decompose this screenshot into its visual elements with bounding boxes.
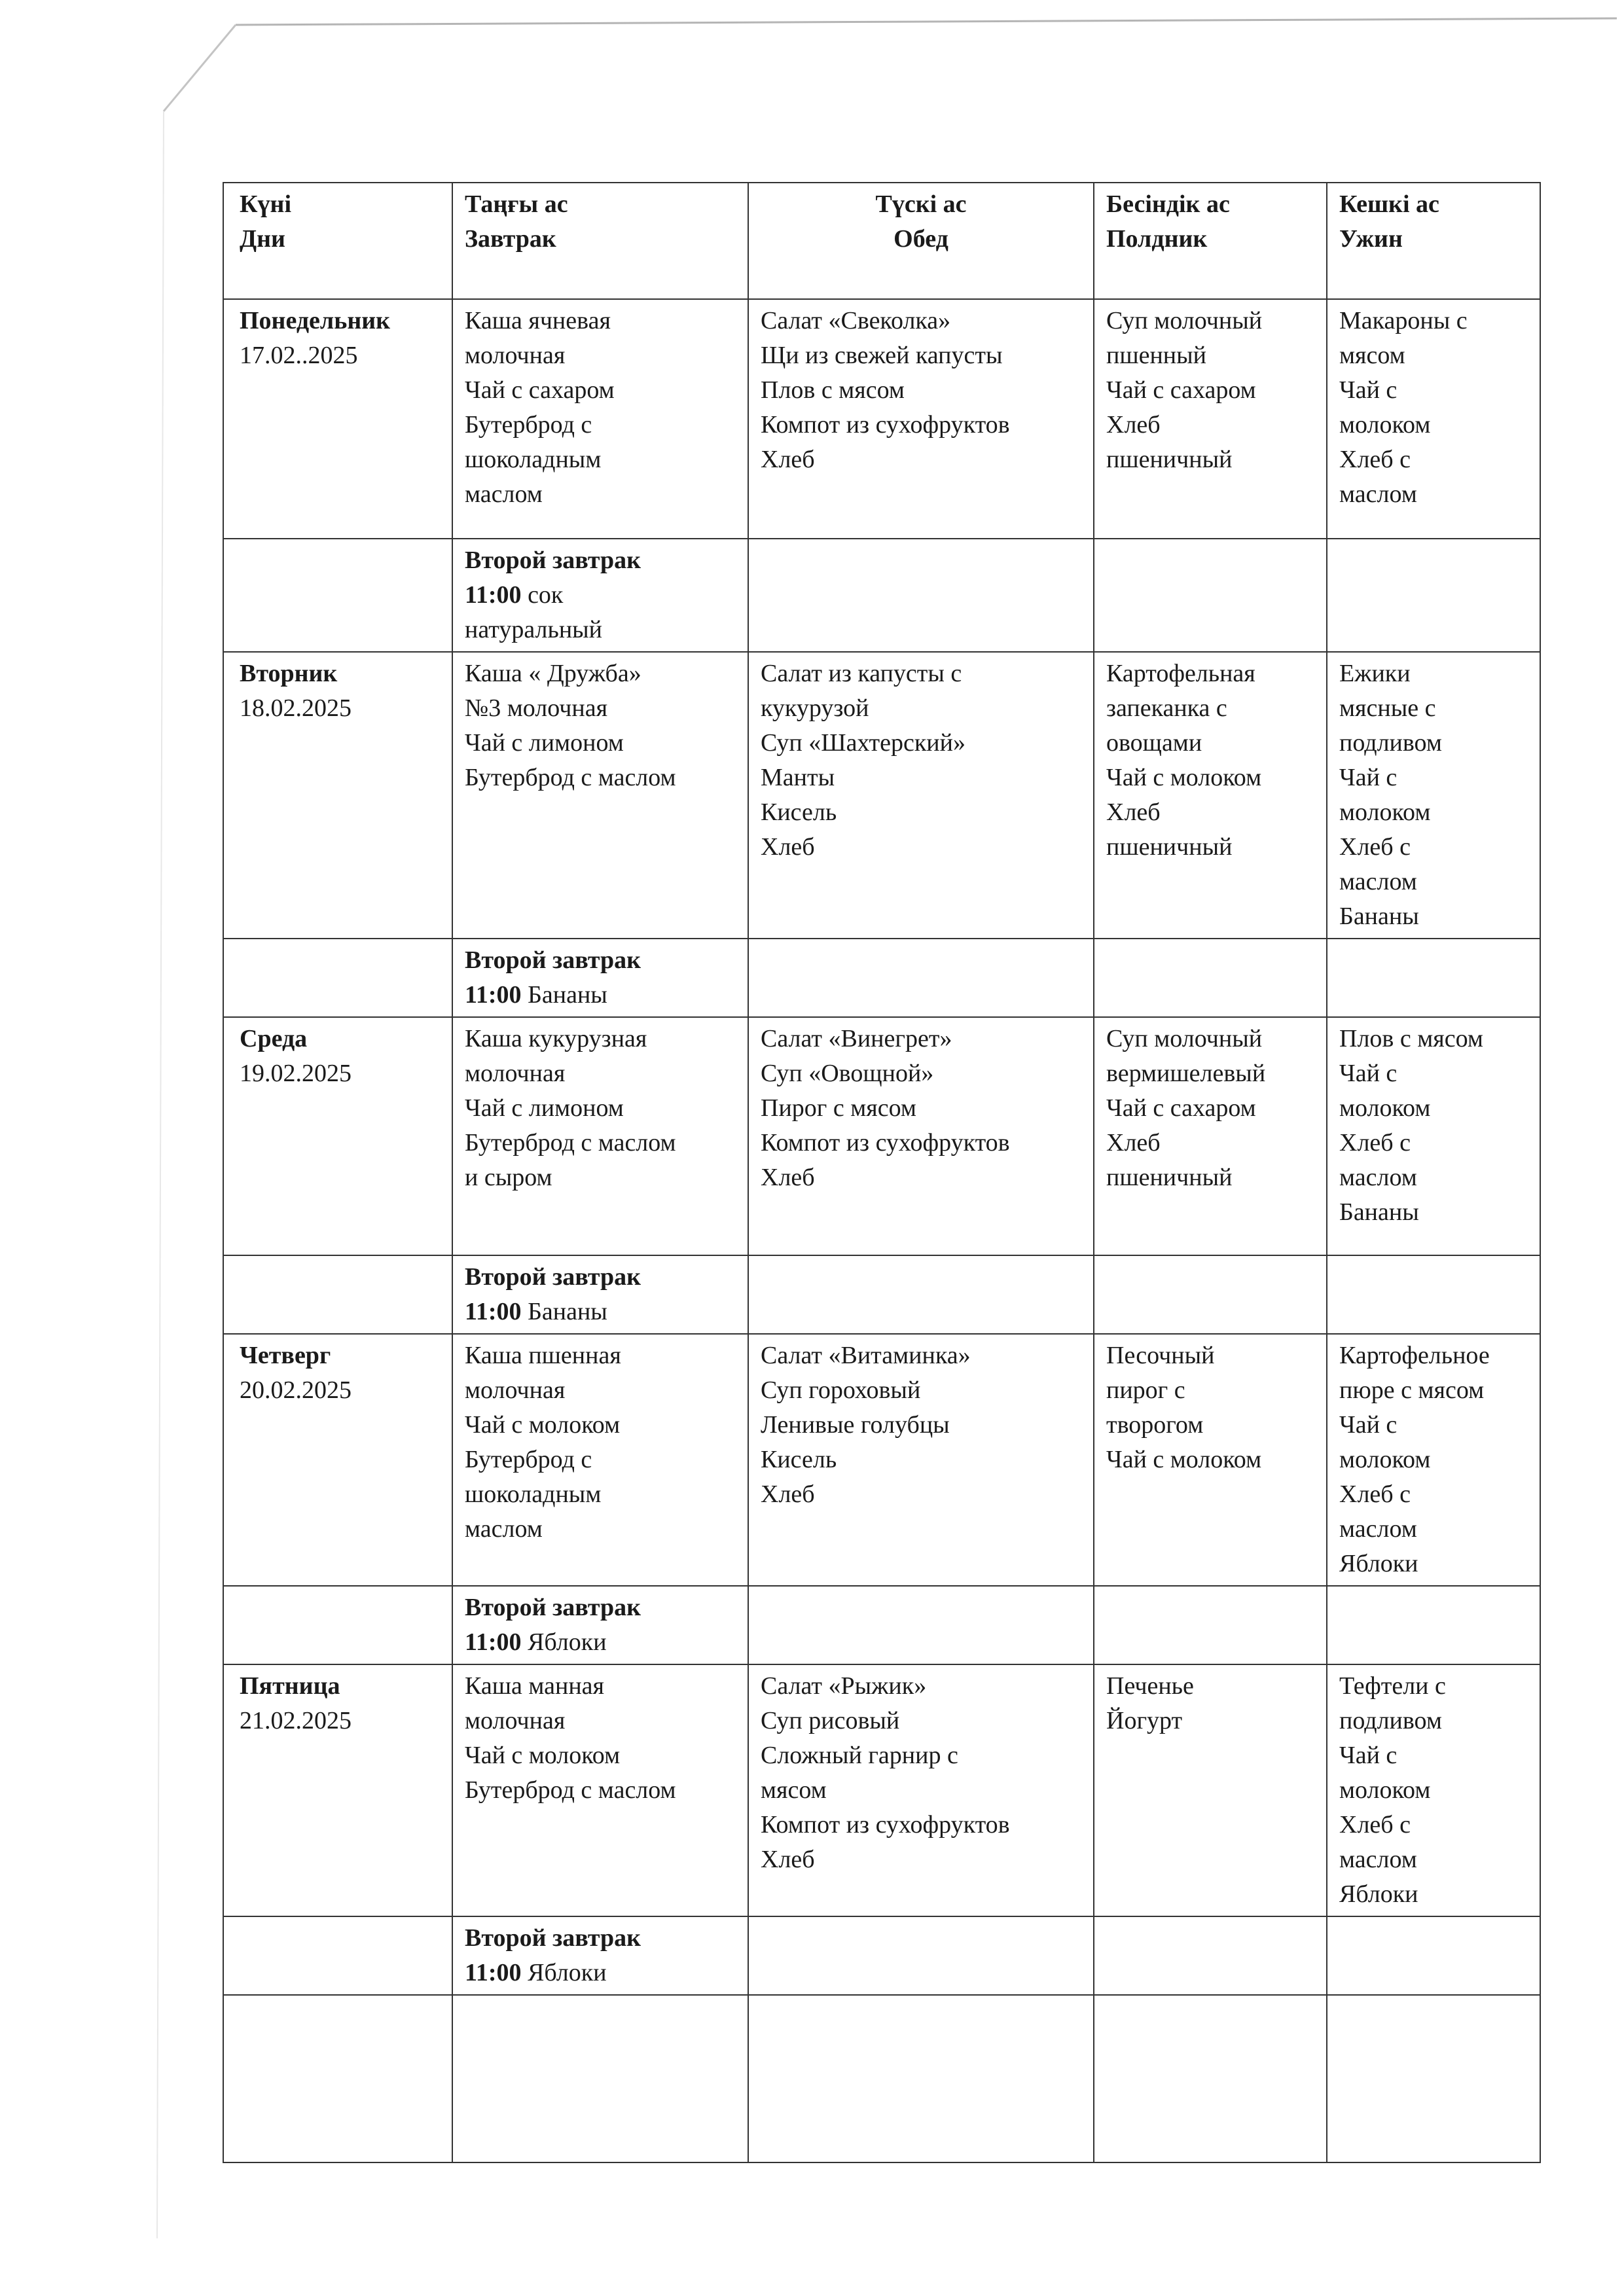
snack-cell: [1094, 299, 1327, 539]
second-breakfast-time: 11:00: [465, 1628, 522, 1656]
lunch-cell: [748, 1664, 1094, 1916]
second-breakfast-label: Второй завтрак: [465, 946, 641, 974]
second-breakfast-empty-cell: [1327, 1916, 1540, 1995]
second-breakfast-item: натуральный: [465, 616, 603, 643]
second-breakfast-label: Второй завтрак: [465, 1263, 641, 1291]
empty-day-cell: [223, 1995, 452, 2162]
day-name: Четверг: [240, 1342, 331, 1369]
dinner-line: Чай с: [1339, 1742, 1398, 1769]
second-breakfast-cell: [452, 1586, 748, 1664]
empty-row: [223, 1995, 1540, 2162]
second-breakfast-line: [465, 1625, 736, 1660]
breakfast-line: молочная: [465, 342, 566, 369]
dinner-line: Бананы: [1339, 1198, 1419, 1226]
lunch-line: кукурузой: [761, 694, 869, 722]
lunch-line: Манты: [761, 764, 835, 791]
dinner-line: Яблоки: [1339, 1550, 1418, 1577]
day-row: [223, 1334, 1540, 1586]
header-dinner-ru: Ужин: [1339, 225, 1403, 253]
dinner-line: Картофельное: [1339, 1342, 1490, 1369]
lunch-line: Суп рисовый: [761, 1707, 900, 1734]
second-breakfast-line: [465, 578, 736, 613]
empty-breakfast-cell: [452, 1995, 748, 2162]
second-breakfast-empty-cell: [1094, 1255, 1327, 1334]
dinner-line: Чай с: [1339, 376, 1398, 404]
day-date: 21.02.2025: [240, 1707, 352, 1734]
breakfast-line: Бутерброд с: [465, 411, 592, 439]
dinner-cell: [1327, 1017, 1540, 1255]
breakfast-line: Бутерброд с маслом: [465, 764, 676, 791]
dinner-line: мясные с: [1339, 694, 1436, 722]
snack-line: Чай с сахаром: [1106, 376, 1256, 404]
lunch-line: Кисель: [761, 1446, 837, 1473]
day-row: [223, 652, 1540, 939]
day-row: [223, 1664, 1540, 1916]
snack-line: Хлеб: [1106, 411, 1161, 439]
second-breakfast-empty-cell: [748, 1586, 1094, 1664]
day-cell: [223, 1334, 452, 1586]
second-breakfast-cell: [452, 1916, 748, 1995]
header-row: [223, 183, 1540, 299]
dinner-line: Ежики: [1339, 660, 1411, 687]
second-breakfast-cell: [452, 539, 748, 652]
breakfast-line: Чай с лимоном: [465, 729, 624, 757]
second-breakfast-row: [223, 1586, 1540, 1664]
second-breakfast-row: [223, 539, 1540, 652]
lunch-line: Хлеб: [761, 1164, 815, 1191]
lunch-line: Щи из свежей капусты: [761, 342, 1003, 369]
snack-cell: [1094, 1334, 1327, 1586]
dinner-line: Бананы: [1339, 903, 1419, 930]
snack-line: пшеничный: [1106, 1164, 1233, 1191]
snack-line: Чай с молоком: [1106, 1446, 1262, 1473]
dinner-line: мясом: [1339, 342, 1405, 369]
lunch-cell: [748, 1334, 1094, 1586]
breakfast-line: шоколадным: [465, 1480, 602, 1508]
breakfast-line: Чай с молоком: [465, 1411, 621, 1439]
breakfast-cell: [452, 1664, 748, 1916]
second-breakfast-empty-cell: [1094, 939, 1327, 1017]
lunch-line: Пирог с мясом: [761, 1094, 916, 1122]
second-breakfast-day-cell: [223, 539, 452, 652]
dinner-cell: [1327, 1664, 1540, 1916]
second-breakfast-item: Яблоки: [528, 1959, 607, 1986]
breakfast-line: молочная: [465, 1707, 566, 1734]
dinner-line: молоком: [1339, 1446, 1431, 1473]
day-cell: [223, 1017, 452, 1255]
snack-line: запеканка с: [1106, 694, 1227, 722]
snack-cell: [1094, 652, 1327, 939]
dinner-line: подливом: [1339, 729, 1442, 757]
snack-line: пшенный: [1106, 342, 1207, 369]
dinner-line: Хлеб с: [1339, 1129, 1411, 1157]
dinner-line: молоком: [1339, 1094, 1431, 1122]
lunch-line: Салат из капусты с: [761, 660, 962, 687]
snack-line: Печенье: [1106, 1672, 1194, 1700]
second-breakfast-empty-cell: [1094, 1586, 1327, 1664]
header-day-ru: Дни: [240, 225, 285, 253]
snack-line: Чай с сахаром: [1106, 1094, 1256, 1122]
day-name: Пятница: [240, 1672, 340, 1700]
snack-line: Суп молочный: [1106, 1025, 1263, 1052]
second-breakfast-empty-cell: [1327, 1255, 1540, 1334]
breakfast-line: Бутерброд с: [465, 1446, 592, 1473]
breakfast-cell: [452, 1017, 748, 1255]
dinner-line: маслом: [1339, 1164, 1417, 1191]
second-breakfast-line: [465, 1295, 736, 1329]
header-breakfast: [452, 183, 748, 299]
breakfast-line: Каша пшенная: [465, 1342, 621, 1369]
breakfast-line: Бутерброд с маслом: [465, 1129, 676, 1157]
second-breakfast-day-cell: [223, 1916, 452, 1995]
second-breakfast-line: [465, 978, 736, 1013]
second-breakfast-row: [223, 1255, 1540, 1334]
lunch-cell: [748, 299, 1094, 539]
header-snack-kk: Бесіндік ас: [1106, 190, 1230, 218]
dinner-line: Плов с мясом: [1339, 1025, 1483, 1052]
snack-line: Суп молочный: [1106, 307, 1263, 334]
snack-line: Йогурт: [1106, 1707, 1183, 1734]
lunch-line: Салат «Свеколка»: [761, 307, 951, 334]
day-date: 17.02..2025: [240, 342, 358, 369]
lunch-line: Салат «Винегрет»: [761, 1025, 952, 1052]
dinner-line: молоком: [1339, 1776, 1431, 1804]
second-breakfast-empty-cell: [748, 1916, 1094, 1995]
second-breakfast-line: [465, 1956, 736, 1990]
second-breakfast-item: Бананы: [528, 981, 607, 1009]
lunch-line: Суп гороховый: [761, 1376, 921, 1404]
day-name: Понедельник: [240, 307, 391, 334]
day-cell: [223, 299, 452, 539]
breakfast-line: Чай с сахаром: [465, 376, 615, 404]
lunch-line: Салат «Рыжик»: [761, 1672, 927, 1700]
day-cell: [223, 652, 452, 939]
snack-cell: [1094, 1017, 1327, 1255]
snack-line: Хлеб: [1106, 798, 1161, 826]
dinner-line: Чай с: [1339, 1411, 1398, 1439]
dinner-line: Хлеб с: [1339, 1811, 1411, 1839]
lunch-line: Кисель: [761, 798, 837, 826]
breakfast-line: Каша ячневая: [465, 307, 611, 334]
dinner-line: Яблоки: [1339, 1880, 1418, 1908]
second-breakfast-label: Второй завтрак: [465, 1924, 641, 1952]
second-breakfast-empty-cell: [1327, 1586, 1540, 1664]
lunch-line: Ленивые голубцы: [761, 1411, 950, 1439]
dinner-line: молоком: [1339, 411, 1431, 439]
breakfast-cell: [452, 299, 748, 539]
snack-line: Чай с молоком: [1106, 764, 1262, 791]
breakfast-line: молочная: [465, 1060, 566, 1087]
lunch-line: Сложный гарнир с: [761, 1742, 958, 1769]
lunch-line: Компот из сухофруктов: [761, 1811, 1010, 1839]
dinner-line: Чай с: [1339, 1060, 1398, 1087]
second-breakfast-item: Бананы: [528, 1298, 607, 1325]
dinner-cell: [1327, 1334, 1540, 1586]
breakfast-line: Каша манная: [465, 1672, 605, 1700]
dinner-line: маслом: [1339, 868, 1417, 895]
second-breakfast-empty-cell: [748, 939, 1094, 1017]
header-dinner: [1327, 183, 1540, 299]
header-breakfast-ru: Завтрак: [465, 225, 556, 253]
lunch-line: Хлеб: [761, 833, 815, 861]
breakfast-cell: [452, 652, 748, 939]
empty-snack-cell: [1094, 1995, 1327, 2162]
second-breakfast-empty-cell: [1094, 539, 1327, 652]
snack-line: пшеничный: [1106, 833, 1233, 861]
second-breakfast-empty-cell: [1327, 539, 1540, 652]
breakfast-line: и сыром: [465, 1164, 552, 1191]
breakfast-line: Чай с лимоном: [465, 1094, 624, 1122]
second-breakfast-empty-cell: [1094, 1916, 1327, 1995]
breakfast-line: маслом: [465, 1515, 543, 1543]
snack-line: овощами: [1106, 729, 1202, 757]
day-name: Вторник: [240, 660, 338, 687]
day-row: [223, 1017, 1540, 1255]
snack-cell: [1094, 1664, 1327, 1916]
lunch-line: мясом: [761, 1776, 827, 1804]
day-name: Среда: [240, 1025, 308, 1052]
second-breakfast-row: [223, 1916, 1540, 1995]
dinner-line: подливом: [1339, 1707, 1442, 1734]
second-breakfast-cell: [452, 1255, 748, 1334]
second-breakfast-time: 11:00: [465, 981, 522, 1009]
header-day-kk: Күні: [240, 190, 292, 218]
header-lunch-kk: Түскі ас: [875, 190, 967, 218]
second-breakfast-time: 11:00: [465, 581, 522, 609]
second-breakfast-empty-cell: [748, 1255, 1094, 1334]
second-breakfast-empty-cell: [1327, 939, 1540, 1017]
header-day: [223, 183, 452, 299]
weekly-menu-table: [223, 182, 1541, 2163]
dinner-cell: [1327, 299, 1540, 539]
snack-line: Картофельная: [1106, 660, 1255, 687]
lunch-line: Хлеб: [761, 1480, 815, 1508]
snack-line: пшеничный: [1106, 446, 1233, 473]
second-breakfast-day-cell: [223, 1586, 452, 1664]
dinner-line: Тефтели с: [1339, 1672, 1446, 1700]
second-breakfast-label: Второй завтрак: [465, 1594, 641, 1621]
breakfast-line: Каша « Дружба»: [465, 660, 641, 687]
header-snack-ru: Полдник: [1106, 225, 1208, 253]
header-breakfast-kk: Таңғы ас: [465, 190, 568, 218]
lunch-line: Плов с мясом: [761, 376, 905, 404]
second-breakfast-time: 11:00: [465, 1298, 522, 1325]
breakfast-line: Каша кукурузная: [465, 1025, 647, 1052]
second-breakfast-row: [223, 939, 1540, 1017]
snack-line: пирог с: [1106, 1376, 1185, 1404]
lunch-line: Хлеб: [761, 446, 815, 473]
day-date: 18.02.2025: [240, 694, 352, 722]
day-cell: [223, 1664, 452, 1916]
header-dinner-kk: Кешкі ас: [1339, 190, 1439, 218]
lunch-line: Салат «Витаминка»: [761, 1342, 971, 1369]
empty-lunch-cell: [748, 1995, 1094, 2162]
breakfast-cell: [452, 1334, 748, 1586]
breakfast-line: Чай с молоком: [465, 1742, 621, 1769]
lunch-line: Суп «Шахтерский»: [761, 729, 965, 757]
dinner-line: маслом: [1339, 480, 1417, 508]
breakfast-line: Бутерброд с маслом: [465, 1776, 676, 1804]
second-breakfast-empty-cell: [748, 539, 1094, 652]
lunch-cell: [748, 652, 1094, 939]
day-date: 19.02.2025: [240, 1060, 352, 1087]
second-breakfast-time: 11:00: [465, 1959, 522, 1986]
snack-line: творогом: [1106, 1411, 1204, 1439]
dinner-line: маслом: [1339, 1515, 1417, 1543]
breakfast-line: шоколадным: [465, 446, 602, 473]
lunch-line: Компот из сухофруктов: [761, 1129, 1010, 1157]
lunch-line: Суп «Овощной»: [761, 1060, 934, 1087]
dinner-line: пюре с мясом: [1339, 1376, 1485, 1404]
snack-line: вермишелевый: [1106, 1060, 1266, 1087]
day-date: 20.02.2025: [240, 1376, 352, 1404]
dinner-line: Хлеб с: [1339, 1480, 1411, 1508]
second-breakfast-day-cell: [223, 939, 452, 1017]
snack-line: Песочный: [1106, 1342, 1215, 1369]
dinner-line: маслом: [1339, 1846, 1417, 1873]
dinner-line: молоком: [1339, 798, 1431, 826]
second-breakfast-item: сок: [528, 581, 564, 609]
header-lunch: [748, 183, 1094, 299]
second-breakfast-cell: [452, 939, 748, 1017]
dinner-line: Чай с: [1339, 764, 1398, 791]
breakfast-line: №3 молочная: [465, 694, 608, 722]
second-breakfast-day-cell: [223, 1255, 452, 1334]
lunch-line: Хлеб: [761, 1846, 815, 1873]
dinner-line: Хлеб с: [1339, 833, 1411, 861]
lunch-cell: [748, 1017, 1094, 1255]
breakfast-line: маслом: [465, 480, 543, 508]
day-row: [223, 299, 1540, 539]
second-breakfast-label: Второй завтрак: [465, 547, 641, 574]
breakfast-line: молочная: [465, 1376, 566, 1404]
dinner-line: Хлеб с: [1339, 446, 1411, 473]
snack-line: Хлеб: [1106, 1129, 1161, 1157]
empty-dinner-cell: [1327, 1995, 1540, 2162]
header-snack: [1094, 183, 1327, 299]
dinner-line: Макароны с: [1339, 307, 1468, 334]
second-breakfast-item: Яблоки: [528, 1628, 607, 1656]
header-lunch-ru: Обед: [893, 225, 948, 253]
dinner-cell: [1327, 652, 1540, 939]
lunch-line: Компот из сухофруктов: [761, 411, 1010, 439]
